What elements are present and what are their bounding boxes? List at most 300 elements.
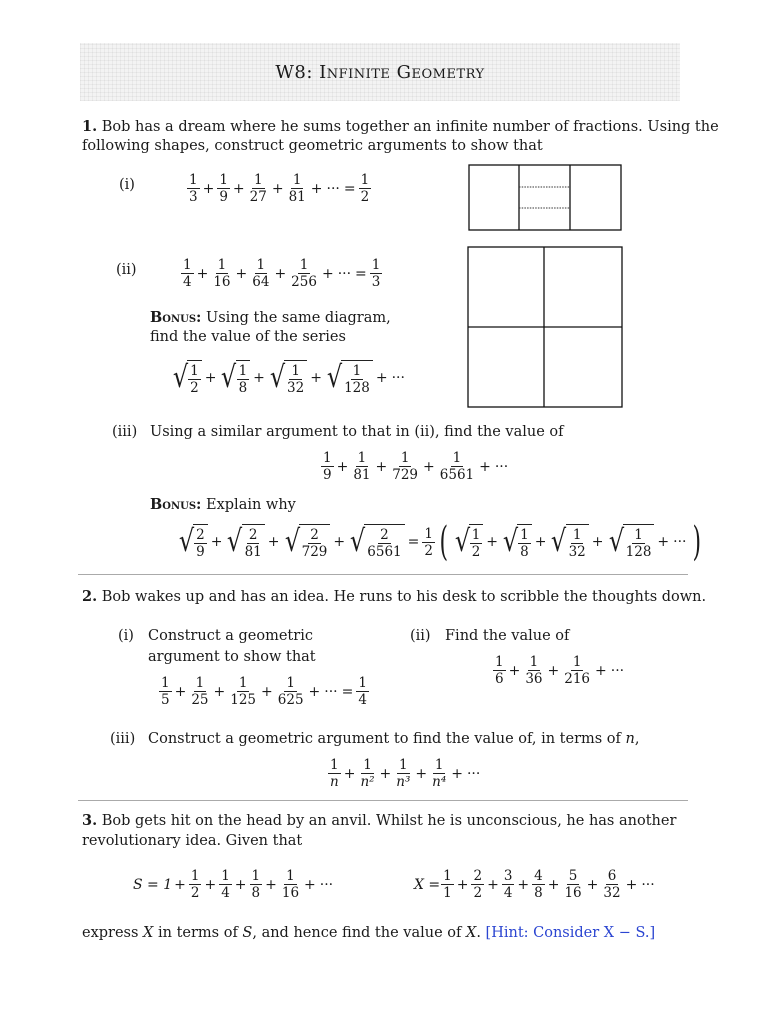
q2-ii-series-plus-3: + xyxy=(595,662,607,679)
q1-iii-bonus-equation-rhs-term-1-radicand xyxy=(469,524,484,560)
q1-ii-series-term-3-den: 64 xyxy=(252,274,270,290)
q2-iii-series-plus-2: + xyxy=(379,765,392,782)
q1-ii-bonus-series-plus-1: + xyxy=(204,370,217,386)
q2-iii-series-term-1 xyxy=(328,757,341,790)
q1-iii-bonus-equation-rhs-term-1-frac-den: 2 xyxy=(471,543,481,560)
q2-iii-series-term-3 xyxy=(394,757,412,790)
q1-iii-bonus-equation-lhs-term-1 xyxy=(177,524,208,560)
q1-ii-bonus-series-term-1-frac-num: 1 xyxy=(190,362,199,379)
q1-iii-bonus-equation-lhs-term-3-frac-num: 2 xyxy=(310,526,319,543)
q2-iii-series-term-1-den: n xyxy=(330,774,339,790)
q1-ii-series-equals: = xyxy=(355,265,367,282)
q2-i-series-plus-4: + xyxy=(308,683,321,700)
q2-iii-series-term-3-den: n³ xyxy=(396,774,411,790)
q1-ii-bonus-series-term-1-radicand xyxy=(187,360,202,396)
q2-intro-text: Bob wakes up and has an idea. He runs to his desk to scribble the thoughts down. xyxy=(101,589,707,605)
q1-ii-series xyxy=(180,257,383,290)
q1-iii-bonus-equation-lhs-term-2-radicand xyxy=(242,524,265,560)
page-title: W8: Infinite Geometry xyxy=(275,61,485,83)
q1-ii-bonus-series-term-1-frac-den: 2 xyxy=(190,379,199,396)
q1-iii-series-term-2-num: 1 xyxy=(357,450,367,466)
q1-iii-bonus-equation-rhs-term-4-frac xyxy=(624,527,654,560)
q2-i-series-term-4 xyxy=(276,675,306,708)
q2-ii-series-plus-2: + xyxy=(547,662,560,679)
q1-iii-series-plus-1: + xyxy=(336,458,349,475)
q3-X-terms-term-6-den: 32 xyxy=(603,885,621,901)
q1-ii-bonus-series-ellipsis: ··· xyxy=(391,370,405,386)
q2-i-series-term-1-num: 1 xyxy=(161,675,170,691)
q1-ii-series-plus-1: + xyxy=(196,265,209,282)
q1-i-label: (i) xyxy=(119,177,135,193)
q3-closing-mid: in terms of xyxy=(157,925,238,941)
q2-iii-text-before: Construct a geometric argument to find the value of, in terms of xyxy=(148,731,621,747)
q3-S-equation xyxy=(133,868,335,901)
q2-i-text2: argument to show that xyxy=(148,649,316,665)
q1-iii-series xyxy=(320,450,510,483)
q1-iii-bonus-equation-coeff-num: 1 xyxy=(424,525,433,542)
q3-intro-line1 xyxy=(82,810,676,832)
q1-iii-bonus-equation-rhs-term-2-radical: √ xyxy=(502,524,519,559)
q1-ii-series-term-2-den: 16 xyxy=(213,274,231,290)
q3-X-terms-term-1-den: 1 xyxy=(443,885,452,901)
q3-X-terms-term-2 xyxy=(471,868,484,901)
q1-i-series-term-1 xyxy=(187,172,200,205)
q1-iii-bonus-equation-lhs-term-4-frac xyxy=(365,527,403,560)
q2-iii-text xyxy=(148,729,639,750)
q1-ii-series-term-4 xyxy=(289,257,319,290)
q3-S-terms-ellipsis: ··· xyxy=(319,876,334,893)
q1-iii-text: Using a similar argument to that in (ii), find the value of xyxy=(150,424,564,440)
divider-2 xyxy=(78,800,688,801)
q1-iii-bonus-equation-lhs-term-4 xyxy=(348,524,404,560)
q2-i-series-term-3 xyxy=(228,675,258,708)
q2-i-series-equals: = xyxy=(341,683,354,700)
q2-iii-label: (iii) xyxy=(110,731,136,747)
q1-iii-bonus-equation-rhs-term-2-frac-num: 1 xyxy=(520,526,529,543)
q1-ii-diagram xyxy=(467,246,625,410)
q1-iii-series-term-3-den: 729 xyxy=(392,467,419,483)
q1-iii-bonus-equation-rhs-term-4-frac-den: 128 xyxy=(625,543,652,560)
q1-iii-bonus-equation-rhs-term-1-radical: √ xyxy=(454,524,470,559)
q1-iii-bonus-equation-rhs-term-3-frac-den: 32 xyxy=(568,543,586,560)
q1-iii-bonus-equation-lparen: ( xyxy=(439,519,449,565)
q2-iii-series-term-3-num: 1 xyxy=(399,757,408,773)
q1-ii-bonus-line1 xyxy=(150,307,391,329)
q1-ii-bonus-series-term-4-radicand xyxy=(341,360,373,396)
q2-i-series-term-4-num: 1 xyxy=(286,675,295,691)
q1-ii-bonus-series-term-1-frac xyxy=(188,363,201,396)
q2-iii-series-term-2-num: 1 xyxy=(363,757,372,773)
q3-intro-line2: revolutionary idea. Given that xyxy=(82,833,303,849)
q3-X-terms xyxy=(440,868,657,901)
q2-iii-series-term-4 xyxy=(430,757,448,790)
q2-i-series-plus-2: + xyxy=(213,683,226,700)
q1-ii-series-term-2 xyxy=(211,257,232,290)
q3-closing-x2: X xyxy=(466,925,477,941)
q1-i-series-plus-4: + xyxy=(310,180,323,197)
title-banner xyxy=(80,43,680,101)
q1-ii-series-term-2-num: 1 xyxy=(217,257,227,273)
q1-number: 1. xyxy=(82,118,98,135)
q3-X-terms-term-1-num: 1 xyxy=(443,868,452,884)
q2-ii-series-term-2 xyxy=(523,654,544,687)
q1-ii-bonus-series-term-3-frac-num: 1 xyxy=(291,362,300,379)
q2-iii-series-term-1-num: 1 xyxy=(330,757,339,773)
q1-intro-line1 xyxy=(82,116,719,138)
q1-ii-bonus-series xyxy=(170,360,407,396)
q3-closing-mid2: , and hence find the value of xyxy=(252,925,462,941)
q1-iii-bonus-label: Bonus: xyxy=(150,496,202,513)
q1-iii-bonus-equation xyxy=(176,519,704,565)
q1-ii-series-ellipsis: ··· xyxy=(337,265,352,282)
q2-ii-text: Find the value of xyxy=(445,628,570,644)
q1-iii-bonus-equation-lhs-term-4-frac-num: 2 xyxy=(380,526,389,543)
q2-i-series-plus-3: + xyxy=(261,683,273,700)
q3-number: 3. xyxy=(82,812,98,829)
q1-ii-bonus-series-term-2-frac-num: 1 xyxy=(238,362,248,379)
q2-ii-series-term-1 xyxy=(493,654,506,687)
q3-X-terms-plus-2: + xyxy=(487,876,499,893)
q1-iii-series-term-3 xyxy=(390,450,420,483)
q1-iii-bonus-equation-rparen: ) xyxy=(692,519,701,565)
q1-iii-bonus-equation-rhs-term-1 xyxy=(453,524,484,560)
q1-i-series-result-num: 1 xyxy=(360,172,370,188)
q2-iii-series xyxy=(327,757,482,790)
q3-S-terms-term-1-num: 1 xyxy=(190,868,200,884)
q3-closing-end: . xyxy=(476,925,481,941)
q1-iii-bonus-equation-rhs-term-3-radical: √ xyxy=(551,524,567,559)
q1-i-outer-rect xyxy=(469,165,621,230)
q2-i-series-result xyxy=(356,675,369,708)
q2-ii-series-ellipsis: ··· xyxy=(610,662,625,679)
q1-ii-bonus-series-term-4-frac-den: 128 xyxy=(344,379,370,396)
q2-iii-series-term-4-den: n⁴ xyxy=(432,774,447,790)
q1-iii-bonus-equation-lhs-term-3-radicand xyxy=(299,524,331,560)
q3-X-terms-plus-4: + xyxy=(547,876,560,893)
q1-iii-bonus-equation-lhs-term-1-radicand xyxy=(193,524,208,560)
q1-iii-series-plus-3: + xyxy=(423,458,435,475)
q1-iii-bonus-equation-rhs-term-4-frac-num: 1 xyxy=(634,526,643,543)
q1-ii-bonus-series-term-3 xyxy=(268,360,307,396)
q1-i-series-term-1-num: 1 xyxy=(189,172,198,188)
q1-iii-bonus-equation-lhs-term-4-radicand xyxy=(364,524,404,560)
q3-X-terms-term-3-num: 3 xyxy=(503,868,513,884)
q2-i-series-term-3-den: 125 xyxy=(230,692,257,708)
q1-iii-bonus-equation-ellipsis: ··· xyxy=(673,534,687,550)
q1-iii-series-ellipsis: ··· xyxy=(494,458,509,475)
q1-ii-bonus-series-term-4 xyxy=(325,360,373,396)
q2-iii-text-after: , xyxy=(634,731,640,747)
q1-iii-bonus-equation-lhs-term-1-frac-den: 9 xyxy=(196,543,205,560)
q1-iii-bonus-line xyxy=(150,494,296,516)
q3-S-terms-term-4-den: 16 xyxy=(281,885,300,901)
q1-ii-series-term-1 xyxy=(181,257,194,290)
q1-ii-bonus-line2: find the value of the series xyxy=(150,329,346,345)
q2-iii-series-term-2-den: n² xyxy=(360,774,375,790)
q3-X-terms-term-6-num: 6 xyxy=(607,868,617,884)
q1-i-series-term-4-num: 1 xyxy=(292,172,302,188)
q1-iii-bonus-equation-rhs-term-2-frac-den: 8 xyxy=(520,543,529,560)
q1-ii-bonus-series-term-2-frac xyxy=(237,363,250,396)
q2-ii-series xyxy=(492,654,626,687)
q1-i-series-plus-3: + xyxy=(271,180,284,197)
q1-ii-series-plus-3: + xyxy=(274,265,287,282)
q3-hint-link[interactable]: [Hint: Consider X − S.] xyxy=(485,925,656,941)
q1-ii-series-plus-4: + xyxy=(321,265,334,282)
q2-iii-series-plus-1: + xyxy=(343,765,356,782)
q1-i-series-term-3-num: 1 xyxy=(253,172,263,188)
q1-iii-series-term-1 xyxy=(321,450,334,483)
q3-S-terms-term-3-den: 8 xyxy=(251,885,261,901)
q3-X-terms-term-5-num: 5 xyxy=(568,868,578,884)
q1-i-series-term-4-den: 81 xyxy=(288,189,306,205)
q1-iii-bonus-equation-rhs-term-3 xyxy=(549,524,588,560)
q1-iii-bonus-equation-lhs-term-4-frac-den: 6561 xyxy=(367,543,402,560)
q3-X-lhs: X = xyxy=(414,876,441,893)
q1-ii-bonus-series-term-3-radical: √ xyxy=(269,360,286,395)
q1-i-series-result xyxy=(359,172,372,205)
q1-ii-series-term-4-num: 1 xyxy=(299,257,309,273)
q1-i-series-term-3-den: 27 xyxy=(249,189,267,205)
q1-iii-bonus-equation-lhs-term-3-radical: √ xyxy=(284,524,300,559)
q3-X-terms-term-6 xyxy=(601,868,622,901)
q1-iii-bonus-equation-rhs-term-3-frac-num: 1 xyxy=(572,526,582,543)
q2-iii-series-plus-4: + xyxy=(451,765,463,782)
q1-iii-bonus-equation-lhs-term-2 xyxy=(225,524,264,560)
q1-iii-bonus-equation-rhs-term-3-frac xyxy=(567,527,588,560)
q1-ii-bonus-series-term-2-radicand xyxy=(236,360,251,396)
q1-iii-bonus-equation-lhs-term-3 xyxy=(283,524,331,560)
q1-iii-bonus-equation-equals: = xyxy=(407,534,420,550)
q2-i-series-term-1 xyxy=(159,675,172,708)
q3-X-terms-term-2-num: 2 xyxy=(473,868,483,884)
q1-i-diagram xyxy=(468,164,624,232)
q1-ii-label: (ii) xyxy=(116,262,137,278)
q2-ii-series-term-3 xyxy=(562,654,592,687)
q1-iii-bonus-equation-rhs-term-1-frac-num: 1 xyxy=(471,526,481,543)
q1-iii-bonus-equation-rhs-plus-3: + xyxy=(591,534,604,550)
q1-i-series-term-2-den: 9 xyxy=(219,189,228,205)
q1-iii-bonus-equation-lhs-term-1-radical: √ xyxy=(178,524,195,559)
q1-ii-bonus-series-plus-2: + xyxy=(253,370,265,386)
q3-S-terms-plus-2: + xyxy=(234,876,247,893)
q1-i-series-plus-2: + xyxy=(232,180,245,197)
q1-iii-bonus-text: Explain why xyxy=(206,497,296,513)
q1-i-series-term-3 xyxy=(248,172,269,205)
q1-iii-bonus-equation-rhs-term-2-radicand xyxy=(517,524,532,560)
q3-X-terms-ellipsis: ··· xyxy=(641,876,655,893)
q1-iii-label: (iii) xyxy=(112,424,138,440)
q3-S-terms-term-1-den: 2 xyxy=(190,885,200,901)
q2-ii-series-term-2-den: 36 xyxy=(525,671,543,687)
q1-ii-bonus-series-term-1 xyxy=(171,360,202,396)
q1-ii-bonus-label: Bonus: xyxy=(150,309,202,326)
q3-X-terms-term-5 xyxy=(562,868,583,901)
q1-ii-bonus-series-term-3-radicand xyxy=(284,360,307,396)
q1-iii-bonus-equation-rhs-term-4-radical: √ xyxy=(608,524,624,559)
q1-iii-bonus-equation-rhs-plus-1: + xyxy=(486,534,499,550)
q1-ii-bonus-series-term-1-radical: √ xyxy=(172,360,189,395)
q1-ii-bonus-series-term-3-frac-den: 32 xyxy=(287,379,305,396)
q3-X-terms-plus-5: + xyxy=(586,876,599,893)
q3-closing-prefix: express xyxy=(82,925,139,941)
q1-iii-bonus-equation-rhs-term-4-radicand xyxy=(623,524,655,560)
q3-X-terms-term-2-den: 2 xyxy=(473,885,483,901)
q1-ii-series-result-den: 3 xyxy=(371,274,381,290)
q1-iii-bonus-equation-lhs-term-2-frac-den: 81 xyxy=(244,543,262,560)
q1-i-series-plus-1: + xyxy=(202,180,215,197)
q3-X-equation xyxy=(414,868,657,901)
q1-ii-series-plus-2: + xyxy=(235,265,248,282)
q1-ii-bonus-series-plus-4: + xyxy=(375,370,388,386)
q1-iii-bonus-equation-rhs-plus-4: + xyxy=(657,534,670,550)
q1-iii-bonus-equation-rhs-term-2-frac xyxy=(518,527,531,560)
q1-iii-bonus-equation-rhs-term-4 xyxy=(607,524,655,560)
q2-iii-series-plus-3: + xyxy=(415,765,428,782)
q2-iii-series-term-2 xyxy=(358,757,376,790)
q1-iii-bonus-equation-lhs-term-4-radical: √ xyxy=(350,524,366,559)
q1-ii-bonus-series-term-2-frac-den: 8 xyxy=(238,379,248,396)
q1-iii-bonus-equation-lhs-term-1-frac-num: 2 xyxy=(196,526,205,543)
q1-ii-series-result-num: 1 xyxy=(371,257,381,273)
q1-i-series-term-1-den: 3 xyxy=(189,189,198,205)
q1-ii-bonus-series-term-4-radical: √ xyxy=(326,360,343,395)
q1-iii-bonus-equation-lhs-term-2-frac xyxy=(243,527,264,560)
q2-i-series-term-2-den: 25 xyxy=(191,692,209,708)
q1-ii-series-term-4-den: 256 xyxy=(291,274,317,290)
q2-iii-var: n xyxy=(625,731,635,747)
q2-ii-series-term-3-num: 1 xyxy=(572,654,582,670)
q1-iii-series-plus-4: + xyxy=(479,458,491,475)
q3-X-terms-term-3 xyxy=(502,868,515,901)
q1-ii-bonus-series-plus-3: + xyxy=(310,370,322,386)
q3-X-terms-term-5-den: 16 xyxy=(564,885,582,901)
q1-iii-series-term-4 xyxy=(438,450,476,483)
q3-X-terms-plus-6: + xyxy=(625,876,638,893)
q1-intro-text: Bob has a dream where he sums together an infinite number of fractions. Using the xyxy=(101,119,719,135)
q3-S-lhs: S = 1 xyxy=(133,876,173,893)
q3-S-terms-term-3 xyxy=(250,868,263,901)
q3-S-terms-term-3-num: 1 xyxy=(251,868,261,884)
q1-iii-bonus-equation-coeff xyxy=(422,526,435,559)
q3-X-terms-term-4-num: 4 xyxy=(534,868,543,884)
q1-intro-line2: following shapes, construct geometric arguments to show that xyxy=(82,138,543,154)
q1-iii-bonus-equation-coeff-den: 2 xyxy=(424,542,433,559)
q1-iii-bonus-equation-lhs-plus-1: + xyxy=(210,534,223,550)
q1-ii-series-term-1-den: 4 xyxy=(183,274,192,290)
divider-1 xyxy=(78,574,688,575)
q2-iii-series-term-4-num: 1 xyxy=(434,757,444,773)
q1-i-series xyxy=(186,172,372,205)
q3-S-terms-plus-3: + xyxy=(265,876,277,893)
q3-S-terms-term-4 xyxy=(280,868,301,901)
q3-X-terms-plus-3: + xyxy=(517,876,530,893)
q3-X-terms-plus-1: + xyxy=(456,876,469,893)
q3-closing-s: S xyxy=(242,925,253,941)
q1-ii-bonus-series-term-2 xyxy=(219,360,250,396)
q1-iii-series-term-1-den: 9 xyxy=(323,467,332,483)
q3-S-terms-term-2-num: 1 xyxy=(221,868,230,884)
q2-ii-series-term-1-den: 6 xyxy=(495,671,504,687)
q1-iii-series-term-3-num: 1 xyxy=(400,450,410,466)
q1-ii-bonus-text1: Using the same diagram, xyxy=(206,310,391,326)
q2-i-series-term-1-den: 5 xyxy=(161,692,170,708)
q3-S-terms-term-4-num: 1 xyxy=(286,868,295,884)
q1-iii-series-term-4-den: 6561 xyxy=(439,467,475,483)
q1-ii-series-term-3 xyxy=(250,257,271,290)
q3-closing-x: X xyxy=(143,925,154,941)
q2-i-label: (i) xyxy=(118,628,134,644)
q2-ii-label: (ii) xyxy=(410,628,431,644)
q3-S-terms-plus-4: + xyxy=(304,876,316,893)
q3-S-plus: + xyxy=(174,876,186,893)
q1-iii-bonus-equation-lhs-term-3-frac xyxy=(300,527,330,560)
q2-ii-series-plus-1: + xyxy=(508,662,521,679)
q1-iii-bonus-equation-lhs-term-2-frac-num: 2 xyxy=(248,526,258,543)
q1-iii-bonus-equation-rhs-term-2 xyxy=(501,524,532,560)
q1-i-series-result-den: 2 xyxy=(360,189,370,205)
q1-iii-bonus-equation-rhs-term-1-frac xyxy=(470,527,483,560)
q1-ii-series-result xyxy=(370,257,383,290)
q1-i-series-term-2 xyxy=(217,172,230,205)
q1-i-series-term-4 xyxy=(287,172,308,205)
q2-i-series-term-2 xyxy=(189,675,210,708)
q3-X-terms-term-1 xyxy=(441,868,454,901)
q2-i-text1: Construct a geometric xyxy=(148,628,313,644)
q2-ii-series-term-3-den: 216 xyxy=(564,671,591,687)
q1-ii-bonus-series-term-4-frac xyxy=(342,363,372,396)
q3-intro-text: Bob gets hit on the head by an anvil. Whilst he is unconscious, he has another xyxy=(101,813,677,829)
q1-iii-bonus-equation-lhs-term-2-radical: √ xyxy=(227,524,243,559)
q3-S-terms xyxy=(188,868,335,901)
q3-X-terms-term-3-den: 4 xyxy=(503,885,513,901)
q2-i-series-term-3-num: 1 xyxy=(238,675,248,691)
q3-S-terms-term-1 xyxy=(189,868,202,901)
q1-i-series-ellipsis: ··· xyxy=(326,180,340,197)
q1-ii-bonus-series-term-3-frac xyxy=(285,363,306,396)
q2-i-series-term-4-den: 625 xyxy=(277,692,304,708)
q1-iii-series-plus-2: + xyxy=(375,458,388,475)
q1-iii-series-term-1-num: 1 xyxy=(323,450,332,466)
q1-ii-bonus-series-term-4-frac-num: 1 xyxy=(352,362,362,379)
q1-i-series-term-2-num: 1 xyxy=(219,172,228,188)
q1-iii-bonus-equation-rhs-term-3-radicand xyxy=(566,524,589,560)
q2-i-series-result-num: 1 xyxy=(358,675,367,691)
q1-iii-bonus-equation-lhs-plus-3: + xyxy=(333,534,346,550)
q3-closing xyxy=(82,923,655,944)
q2-intro xyxy=(82,586,706,608)
q1-ii-series-term-3-num: 1 xyxy=(256,257,266,273)
q1-iii-bonus-equation-lhs-plus-2: + xyxy=(267,534,280,550)
q2-i-series xyxy=(158,675,370,708)
q1-iii-bonus-equation-rhs-plus-2: + xyxy=(534,534,547,550)
q1-iii-series-term-4-num: 1 xyxy=(452,450,462,466)
q2-i-series-ellipsis: ··· xyxy=(324,683,338,700)
q3-X-terms-term-4-den: 8 xyxy=(534,885,543,901)
q1-iii-series-term-2-den: 81 xyxy=(353,467,371,483)
q1-i-series-equals: = xyxy=(343,180,356,197)
q1-iii-bonus-equation-lhs-term-1-frac xyxy=(194,527,207,560)
q2-i-series-result-den: 4 xyxy=(358,692,367,708)
q2-ii-series-term-1-num: 1 xyxy=(495,654,504,670)
q2-ii-series-term-2-num: 1 xyxy=(529,654,539,670)
q3-S-terms-term-2 xyxy=(219,868,232,901)
q1-iii-series-term-2 xyxy=(351,450,372,483)
q2-i-series-term-2-num: 1 xyxy=(195,675,205,691)
q3-X-terms-term-4 xyxy=(532,868,545,901)
q1-iii-bonus-equation-lhs-term-3-frac-den: 729 xyxy=(301,543,328,560)
q2-number: 2. xyxy=(82,588,98,605)
